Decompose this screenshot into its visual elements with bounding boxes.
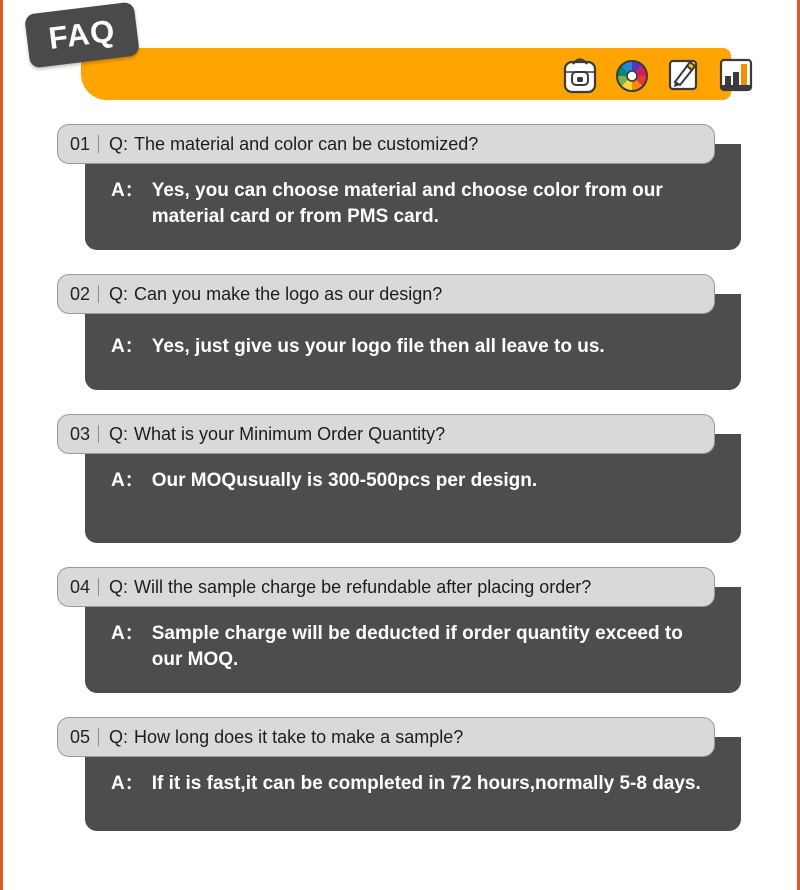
- faq-question-row[interactable]: [57, 124, 715, 164]
- faq-item: [3, 124, 800, 250]
- faq-answer-prefix: A：: [111, 773, 144, 795]
- faq-question-row[interactable]: [57, 274, 715, 314]
- faq-number: 02: [70, 285, 99, 303]
- faq-question-prefix: Q:: [109, 424, 129, 445]
- faq-answer-text: Our MOQusually is 300-500pcs per design.: [151, 470, 538, 492]
- page-header: [3, 0, 797, 120]
- faq-answer-prefix: A：: [111, 470, 144, 492]
- faq-item: [3, 414, 800, 542]
- faq-answer-text: Yes, just give us your logo file then all leave to us.: [151, 336, 605, 358]
- faq-question-text: How long does it take to make a sample?: [134, 727, 464, 748]
- faq-question-prefix: Q:: [109, 727, 129, 748]
- backpack-icon: [559, 52, 601, 96]
- faq-number: 03: [70, 425, 99, 443]
- faq-question-row[interactable]: [57, 717, 715, 757]
- faq-number: 01: [70, 135, 99, 153]
- faq-question-text: The material and color can be customized?: [134, 134, 479, 154]
- faq-question-text: Will the sample charge be refundable after placing order?: [134, 576, 592, 597]
- faq-question-row[interactable]: [57, 414, 715, 454]
- factory-icon: [715, 52, 757, 96]
- faq-question-prefix: Q:: [109, 576, 129, 597]
- faq-item: [3, 717, 800, 831]
- faq-answer-text: If it is fast,it can be completed in 72 hours,normally 5-8 days.: [151, 773, 701, 795]
- color-wheel-icon: [611, 52, 653, 96]
- faq-answer-prefix: A：: [111, 336, 144, 358]
- faq-list: [3, 124, 800, 855]
- faq-item: [3, 274, 800, 390]
- header-icon-group: [559, 50, 757, 98]
- faq-question-text: What is your Minimum Order Quantity?: [134, 424, 446, 445]
- faq-item: [3, 567, 800, 693]
- faq-answer-prefix: A：: [111, 622, 144, 644]
- faq-badge-label: FAQ: [46, 13, 118, 56]
- faq-question-prefix: Q:: [109, 134, 129, 154]
- faq-number: 05: [70, 728, 99, 746]
- faq-number: 04: [70, 578, 99, 596]
- pencil-design-icon: [663, 52, 705, 96]
- faq-question-prefix: Q:: [109, 284, 129, 305]
- faq-question-text: Can you make the logo as our design?: [134, 284, 443, 305]
- faq-answer-prefix: A：: [111, 180, 144, 201]
- faq-question-row[interactable]: [57, 567, 715, 607]
- faq-answer-text: Sample charge will be deducted if order quantity exceed to our MOQ.: [151, 622, 683, 670]
- faq-answer-text: Yes, you can choose material and choose color from our material card or from PMS card.: [151, 180, 663, 228]
